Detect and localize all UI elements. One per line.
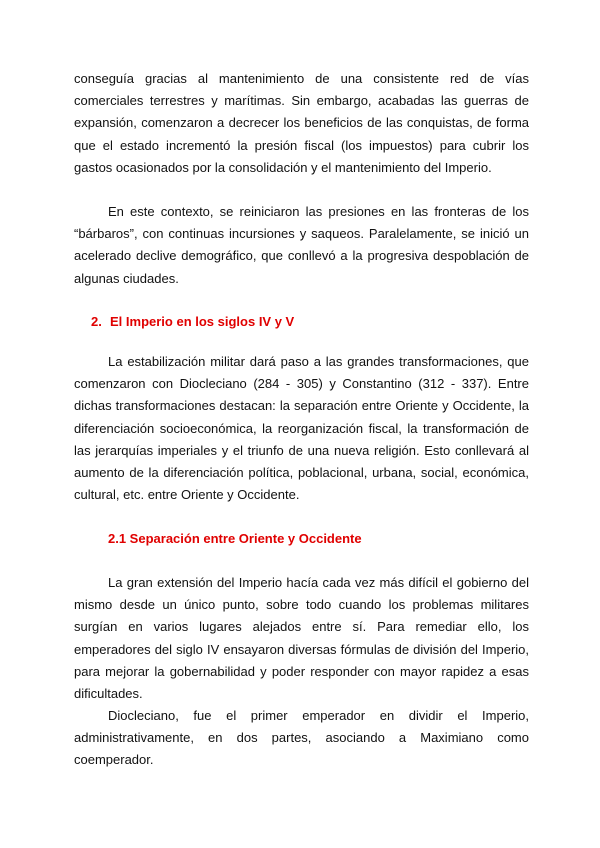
paragraph-fiscal-pressure <box>74 68 529 179</box>
paragraph-text: Diocleciano, fue el primer emperador en dividir el Imperio, administrativamente, en dos partes, asociando a Maximiano como coemperador. <box>74 708 529 768</box>
paragraph-text: La gran extensión del Imperio hacía cada vez más difícil el gobierno del mismo desde un único punto, sobre todo cuando los problemas militares surgían en varios lugares alejados entre sí. Para remediar ello, los emperadores del siglo IV ensayaron diversas fórmulas de división del Imperio, para mejorar la gobernabilidad y poder responder con mayor rapidez a esas dificultades. <box>74 575 529 702</box>
paragraph-text: La estabilización militar dará paso a las grandes transformaciones, que comenzaron con Diocleciano (284 - 305) y Constantino (312 - 337). Entre dichas transformaciones destacan: la separación entre Oriente y Occidente, la diferenciación socioeconómica, la reorganización fiscal, la transformación de las jerarquías imperiales y el triunfo de una nueva religión. Esto conllevará al aumento de la diferenciación política, poblacional, urbana, social, económica, cultural, etc. entre Oriente y Occidente. <box>74 354 529 503</box>
section-heading-2-1 <box>108 529 362 549</box>
section-number: 2. <box>91 314 102 329</box>
paragraph-transformations <box>74 351 529 506</box>
paragraph-text: En este contexto, se reiniciaron las presiones en las fronteras de los “bárbaros”, con continuas incursiones y saqueos. Paralelamente, se inició un acelerado declive demográfico, que conllevó a la progresiva despoblación de algunas ciudades. <box>74 204 529 286</box>
section-title: 2.1 Separación entre Oriente y Occidente <box>108 531 362 546</box>
section-heading-2 <box>91 312 294 332</box>
section-title: El Imperio en los siglos IV y V <box>110 314 295 329</box>
paragraph-barbarian-pressure <box>74 201 529 290</box>
paragraph-text: conseguía gracias al mantenimiento de una consistente red de vías comerciales terrestres y marítimas. Sin embargo, acabadas las guerras de expansión, comenzaron a decrecer los beneficios de las conquistas, de forma que el estado incrementó la presión fiscal (los impuestos) para cubrir los gastos ocasionados por la consolidación y el mantenimiento del Imperio. <box>74 71 529 175</box>
paragraph-empire-extension <box>74 572 529 705</box>
paragraph-diocletian <box>74 705 529 772</box>
